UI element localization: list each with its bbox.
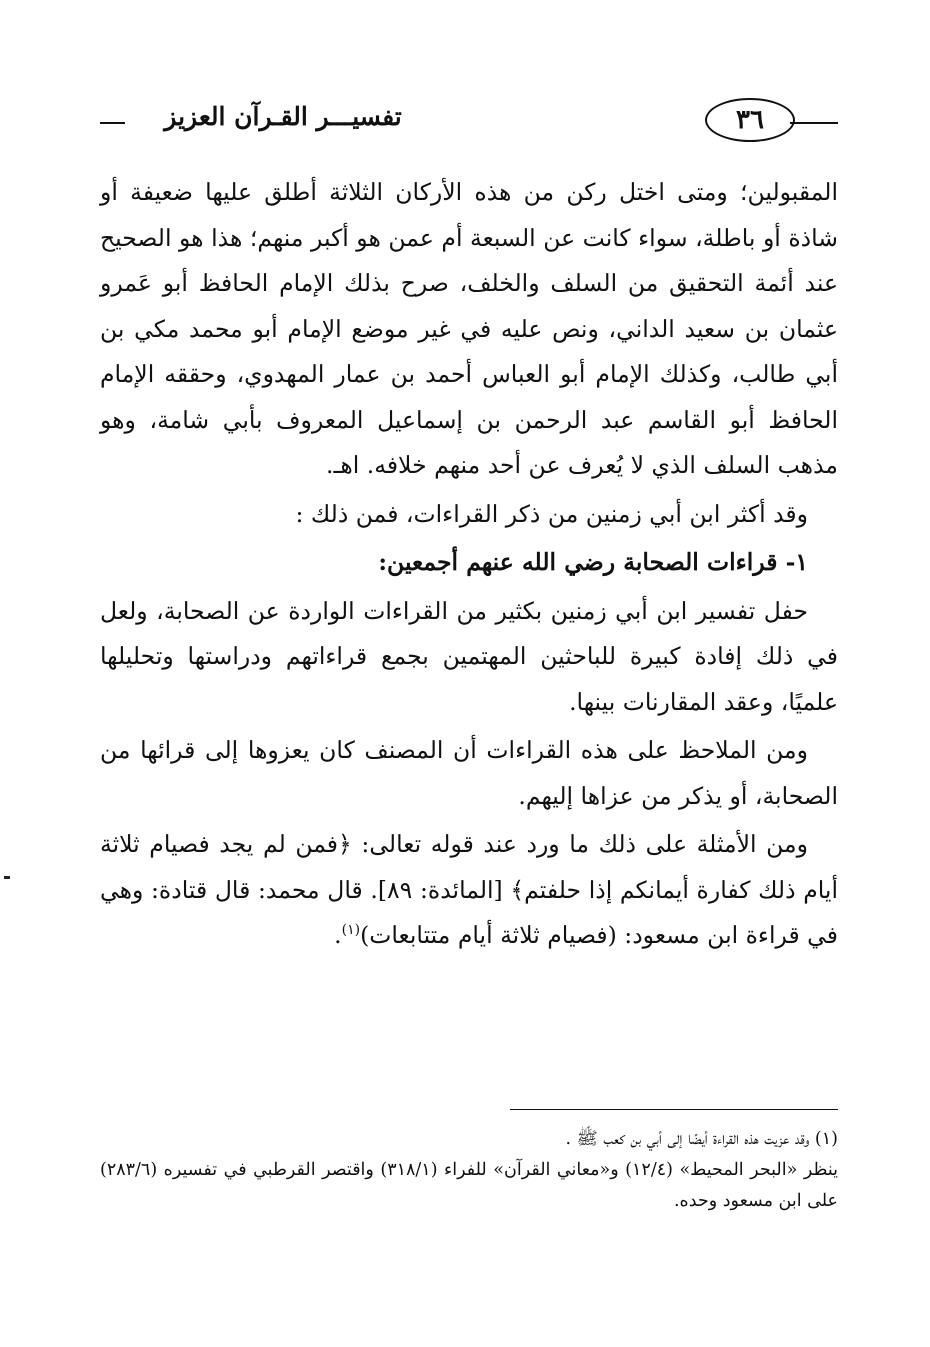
header-rule-right: [790, 122, 838, 124]
footnote-1-continued: ينظر «البحر المحيط» (١٢/٤) و«معاني القرآن» للفراء (٣١٨/١) واقتصر القرطبي في تفسيره (٢٨٣/٦) على ابن مسعود وحده.: [100, 1160, 838, 1211]
paragraph-4: ومن الملاحظ على هذه القراءات أن المصنف كان يعزوها إلى قرائها من الصحابة، أو يذكر من عزاها إليهم.: [100, 736, 838, 810]
page-number: ٣٦: [705, 98, 795, 142]
paragraph-1: المقبولين؛ ومتى اختل ركن من هذه الأركان الثلاثة أطلق عليها ضعيفة أو شاذة أو باطلة، سواء كانت عن السبعة أم عمن هو أكبر منهم؛ هذا هو الصحيح عند أئمة التحقيق من السلف والخلف، صرح بذلك الإمام الحافظ أبو عَمرو عثمان بن سعيد الداني، ونص عليه في غير موضع الإمام أبو محمد مكي بن أبي طالب، وكذلك الإمام أبو العباس أحمد بن عمار المهدوي، وحققه الإمام الحافظ أبو القاسم عبد الرحمن بن إسماعيل المعروف بأبي شامة، وهو مذهب السلف الذي لا يُعرف عن أحد منهم خلافه. اهـ.: [100, 178, 838, 479]
paragraph-5: [100, 822, 838, 959]
paragraph-5-text: ومن الأمثلة على ذلك ما ورد عند قوله تعالى: ﴿فمن لم يجد فصيام ثلاثة أيام ذلك كفارة أيمانكم إذا حلفتم﴾ [المائدة: ٨٩]. قال محمد: قال قتادة: وهي في قراءة ابن مسعود: (فصيام ثلاثة أيام متتابعات): [100, 830, 839, 949]
running-title: تفسيـــر القـرآن العزيز: [125, 102, 441, 131]
page-header: [100, 92, 838, 144]
footnote-reference[interactable]: (١): [341, 922, 361, 939]
section-subheading: ١- قراءات الصحابة رضي الله عنهم أجمعين:: [378, 548, 808, 576]
footnote-separator: [510, 1109, 838, 1110]
footnotes: [100, 1124, 838, 1217]
scan-mark: [4, 876, 10, 879]
main-text: [100, 170, 838, 959]
footnote-1: (١) وقد عزيت هذه القراءة أيضًا إلى أبي بن كعب ﷺ .: [565, 1129, 838, 1149]
paragraph-5-end: .: [334, 921, 342, 949]
paragraph-2: وقد أكثر ابن أبي زمنين من ذكر القراءات، فمن ذلك :: [295, 499, 808, 528]
paragraph-3: حفل تفسير ابن أبي زمنين بكثير من القراءات الواردة عن الصحابة، ولعل في ذلك إفادة كبيرة للباحثين المهتمين بجمع قراءاتهم ودراستها وتحليلها علميًا، وعقد المقارنات بينها.: [100, 596, 838, 716]
